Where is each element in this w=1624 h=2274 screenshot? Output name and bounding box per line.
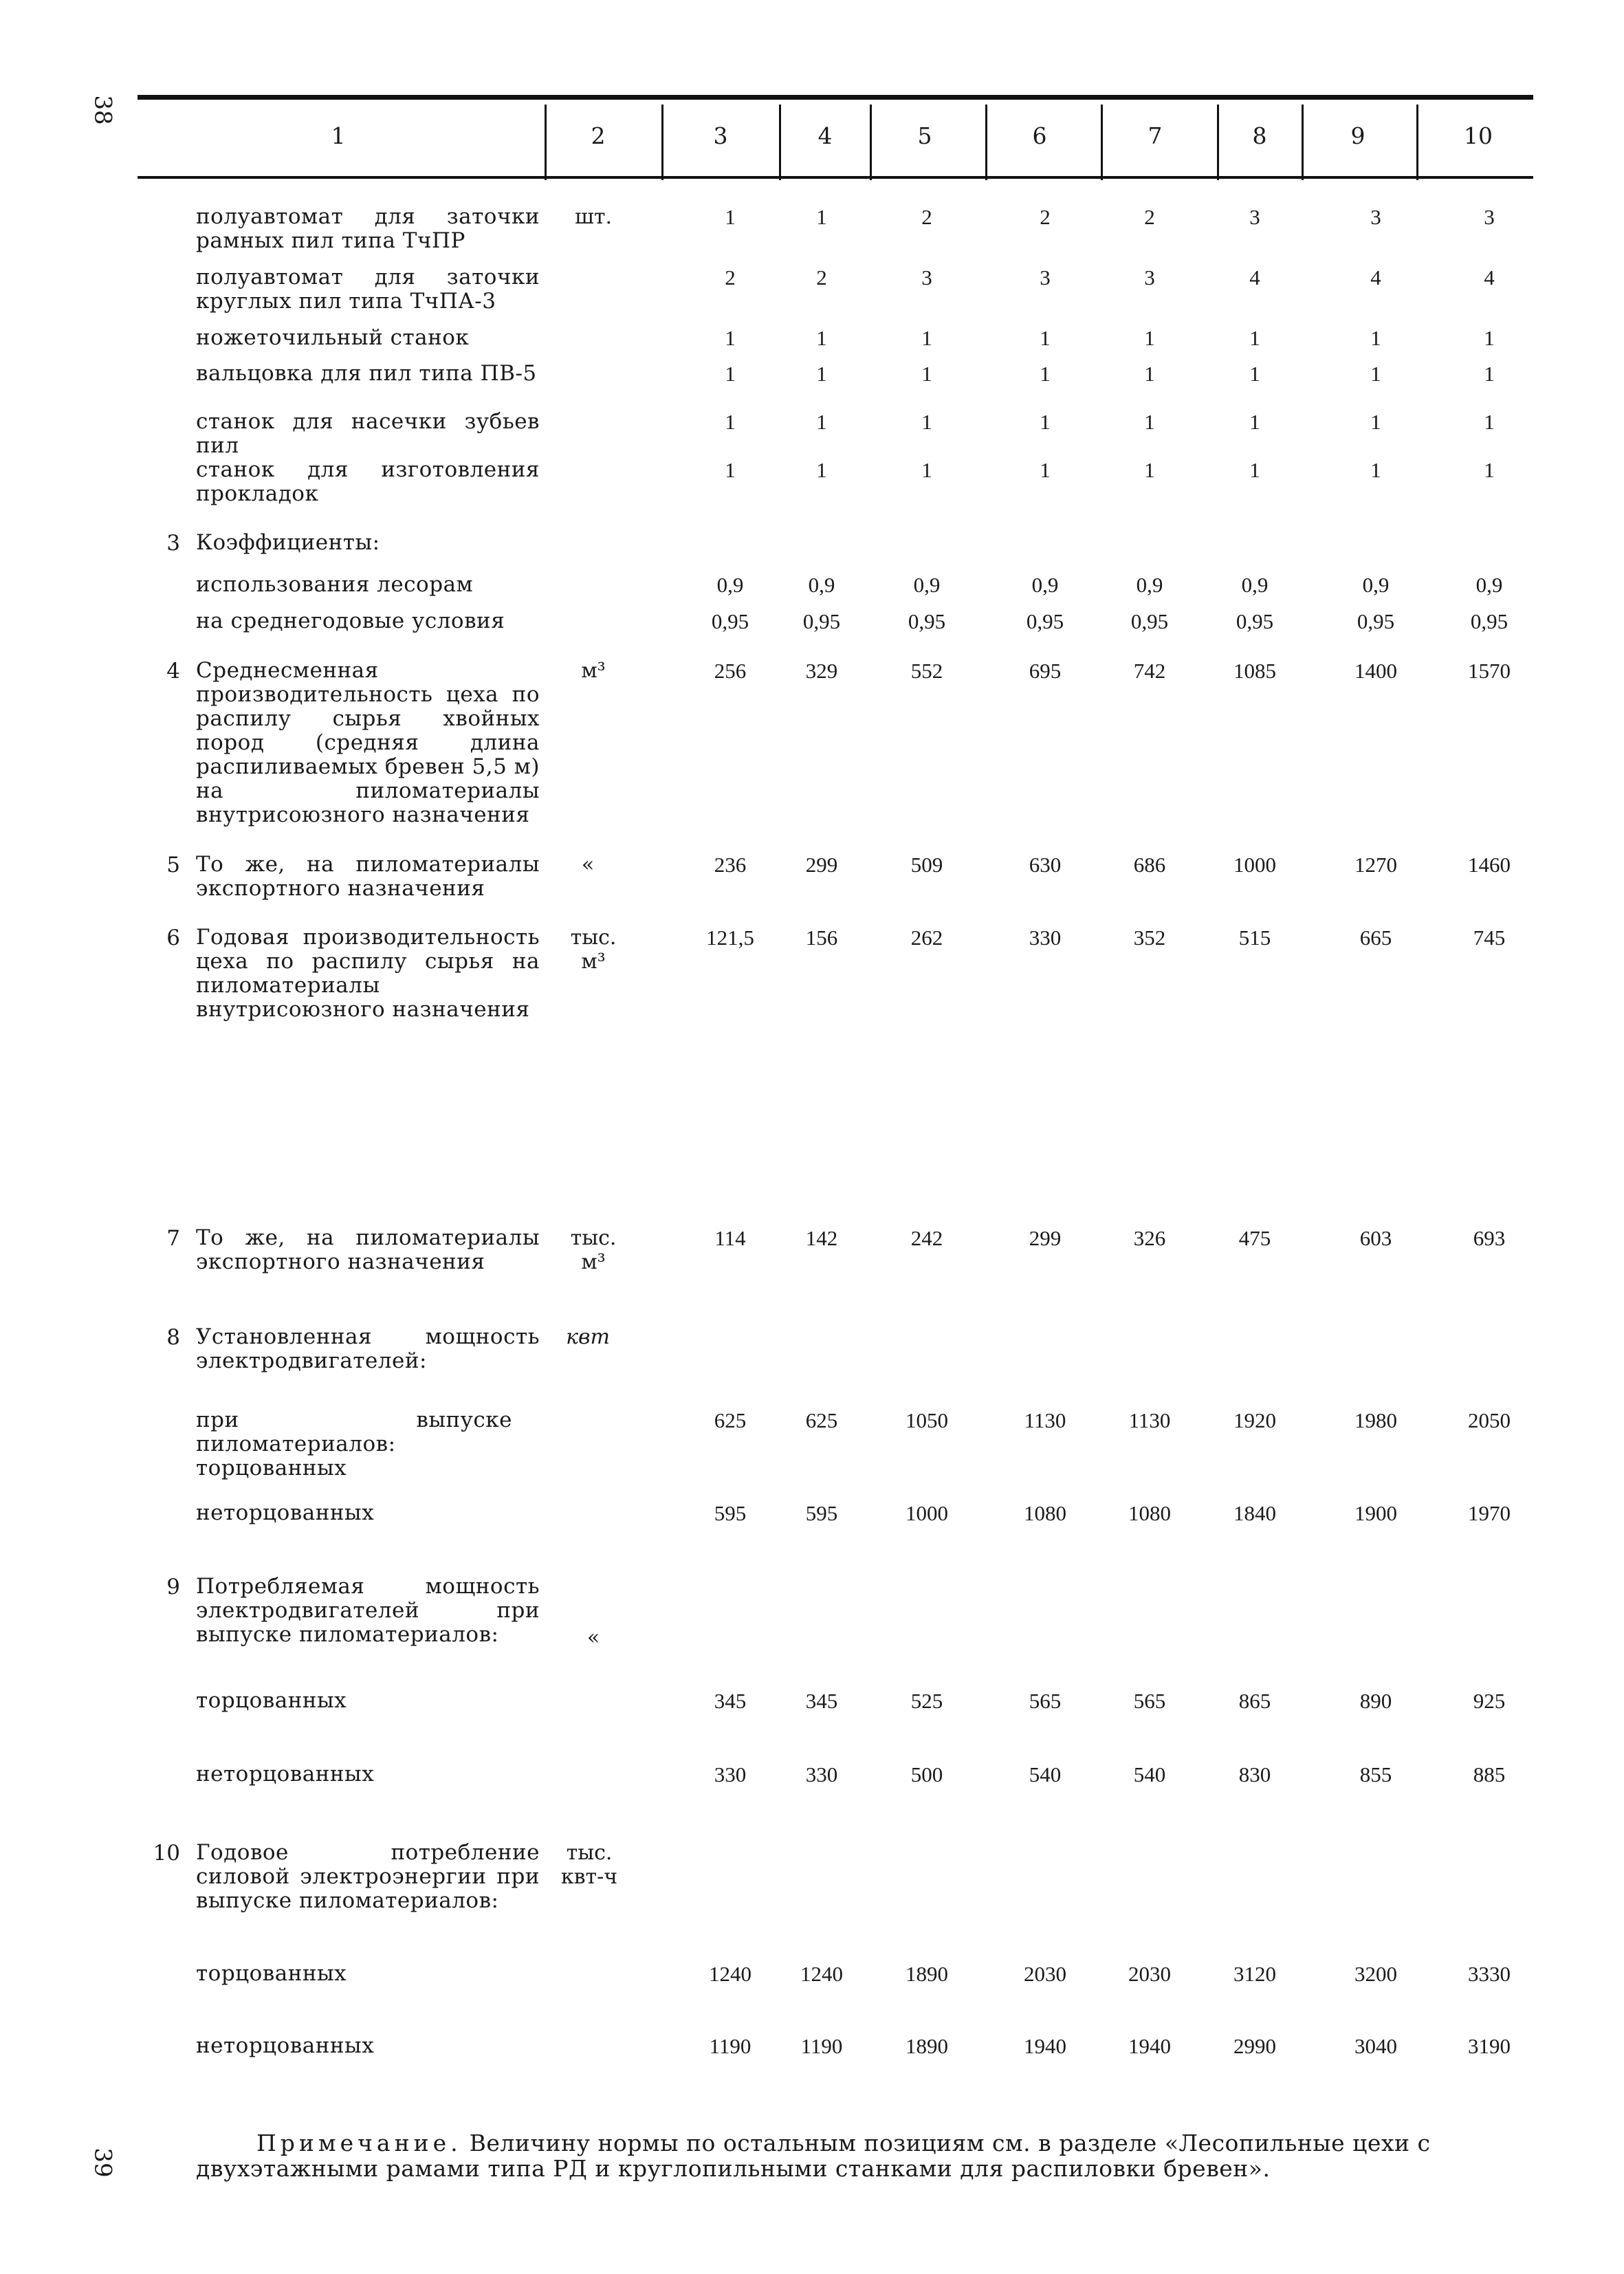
row-label: торцованных [196, 1688, 347, 1713]
table-cell: 352 [1133, 926, 1166, 950]
table-cell: 1 [1249, 326, 1260, 350]
row-number: 6 [166, 926, 180, 950]
table-cell: 1 [1249, 362, 1260, 386]
row-label: станок для изготовления прокладок [196, 457, 540, 506]
table-cell: 0,9 [913, 573, 941, 597]
column-header-4: 4 [818, 122, 833, 149]
table-cell: 1 [816, 362, 827, 386]
table-cell: 565 [1029, 1689, 1062, 1713]
table-cell: 0,9 [1031, 573, 1059, 597]
table-cell: 686 [1133, 853, 1166, 877]
table-cell: 855 [1359, 1762, 1392, 1786]
table-cell: 1 [921, 326, 932, 350]
table-cell: 1940 [1128, 2034, 1171, 2058]
row-label: Установленная мощность электродвигателей: [196, 1324, 540, 1373]
row-number: 3 [166, 531, 180, 556]
row-label: полуавтомат для заточки круглых пил типа ТчПА-3 [196, 265, 540, 314]
table-cell: 515 [1238, 926, 1271, 950]
table-cell: 1270 [1354, 853, 1397, 877]
table-cell: 890 [1359, 1689, 1392, 1713]
table-top-rule [138, 95, 1533, 100]
column-header-5: 5 [917, 122, 932, 149]
table-cell: 0,9 [1241, 573, 1269, 597]
table-cell: 1240 [800, 1962, 843, 1986]
table-cell: 1190 [709, 2034, 751, 2058]
table-cell: 595 [805, 1501, 838, 1525]
row-unit: шт. [574, 205, 613, 229]
table-cell: 865 [1238, 1689, 1271, 1713]
table-cell: 1000 [906, 1501, 948, 1525]
table-cell: 1080 [1024, 1501, 1066, 1525]
table-cell: 114 [714, 1226, 746, 1250]
table-cell: 2 [1040, 205, 1051, 229]
table-cell: 540 [1029, 1762, 1062, 1786]
row-label: торцованных [196, 1961, 347, 1986]
header-separator [779, 105, 781, 180]
table-cell: 1 [1249, 410, 1260, 434]
table-cell: 1 [725, 410, 736, 434]
table-cell: 885 [1473, 1762, 1506, 1786]
table-cell: 345 [714, 1689, 747, 1713]
table-cell: 1 [725, 326, 736, 350]
row-number: 7 [166, 1226, 180, 1251]
table-cell: 1 [1144, 326, 1155, 350]
page-number-bottom: 39 [89, 2147, 117, 2178]
column-header-6: 6 [1032, 122, 1047, 149]
table-cell: 2 [921, 205, 932, 229]
table-cell: 1890 [906, 1962, 948, 1986]
table-header-rule [138, 176, 1533, 179]
table-cell: 242 [910, 1226, 943, 1250]
table-cell: 0,95 [1357, 609, 1395, 633]
table-cell: 0,9 [808, 573, 835, 597]
table-cell: 3200 [1354, 1962, 1397, 1986]
table-cell: 0,95 [1130, 609, 1169, 633]
table-cell: 1 [1249, 458, 1260, 482]
table-cell: 1 [921, 362, 932, 386]
table-cell: 0,9 [716, 573, 744, 597]
table-cell: 1000 [1233, 853, 1276, 877]
footnote [196, 2130, 1544, 2181]
table-cell: 1890 [906, 2034, 948, 2058]
row-unit: квт [566, 1325, 610, 1349]
page-number-top: 38 [89, 95, 117, 125]
table-cell: 1 [1370, 362, 1381, 386]
row-label: Годовая производительность цеха по распилу сырья на пиломатериалы внутрисоюзного назначения [196, 925, 540, 1022]
table-cell: 0,95 [908, 609, 946, 633]
table-cell: 742 [1133, 659, 1166, 683]
table-cell: 299 [805, 853, 838, 877]
table-cell: 0,95 [802, 609, 841, 633]
table-cell: 2030 [1024, 1962, 1066, 1986]
table-cell: 256 [714, 659, 747, 683]
table-cell: 1 [1144, 458, 1155, 482]
row-label: Коэффициенты: [196, 530, 380, 555]
table-cell: 1 [1040, 410, 1051, 434]
row-number: 4 [166, 659, 180, 684]
table-cell: 1 [921, 410, 932, 434]
header-separator [545, 105, 547, 180]
table-cell: 1085 [1233, 659, 1276, 683]
table-cell: 1 [816, 205, 827, 229]
row-label: при выпуске пиломатериалов: торцованных [196, 1408, 512, 1480]
table-cell: 1400 [1354, 659, 1397, 683]
table-cell: 0,9 [1475, 573, 1503, 597]
row-label: неторцованных [196, 1500, 375, 1525]
table-cell: 565 [1133, 1689, 1166, 1713]
table-cell: 326 [1133, 1226, 1166, 1250]
table-cell: 1 [1484, 458, 1495, 482]
row-label: неторцованных [196, 2033, 375, 2058]
column-header-2: 2 [591, 122, 606, 149]
header-separator [1217, 105, 1219, 180]
table-cell: 1240 [709, 1962, 751, 1986]
table-cell: 3 [1249, 205, 1260, 229]
table-cell: 330 [714, 1762, 747, 1786]
table-cell: 475 [1238, 1226, 1271, 1250]
table-cell: 4 [1484, 265, 1495, 289]
row-unit: м³ [581, 659, 606, 683]
row-number: 8 [166, 1325, 180, 1350]
column-header-10: 10 [1464, 122, 1493, 149]
header-separator [870, 105, 872, 180]
table-cell: 1 [921, 458, 932, 482]
table-cell: 540 [1133, 1762, 1166, 1786]
table-cell: 1 [1040, 362, 1051, 386]
table-cell: 625 [714, 1408, 747, 1432]
row-label: То же, на пиломатериалы экспортного назначения [196, 1225, 540, 1274]
row-label: полуавтомат для заточки рамных пил типа ТчПР [196, 204, 540, 253]
table-cell: 1 [816, 410, 827, 434]
table-cell: 1570 [1468, 659, 1511, 683]
table-cell: 1190 [800, 2034, 843, 2058]
table-cell: 330 [1029, 926, 1062, 950]
table-cell: 0,9 [1136, 573, 1163, 597]
table-cell: 2 [725, 265, 736, 289]
table-cell: 1 [1370, 326, 1381, 350]
table-cell: 603 [1359, 1226, 1392, 1250]
table-cell: 1130 [1024, 1408, 1066, 1432]
table-cell: 665 [1359, 926, 1392, 950]
row-label: Годовое потребление силовой электроэнергии при выпуске пиломатериалов: [196, 1840, 540, 1913]
table-cell: 830 [1238, 1762, 1271, 1786]
table-cell: 4 [1370, 265, 1381, 289]
table-cell: 500 [910, 1762, 943, 1786]
table-cell: 509 [910, 853, 943, 877]
header-separator [1302, 105, 1304, 180]
table-cell: 1900 [1354, 1501, 1397, 1525]
row-label: на среднегодовые условия [196, 609, 505, 633]
row-label: Среднесменная производительность цеха по распилу сырья хвойных пород (средняя длина распиливаемых бревен 5,5 м) на пиломатериалы внутрисоюзного назначения [196, 658, 540, 827]
table-cell: 1 [725, 458, 736, 482]
table-cell: 693 [1473, 1226, 1506, 1250]
table-cell: 1 [1040, 458, 1051, 482]
table-cell: 2 [816, 265, 827, 289]
table-cell: 236 [714, 853, 747, 877]
table-cell: 3330 [1468, 1962, 1511, 1986]
table-cell: 1840 [1233, 1501, 1276, 1525]
table-cell: 1080 [1128, 1501, 1171, 1525]
table-cell: 121,5 [706, 926, 754, 950]
table-cell: 262 [910, 926, 943, 950]
table-cell: 1 [725, 362, 736, 386]
table-cell: 3190 [1468, 2034, 1511, 2058]
table-cell: 3 [1040, 265, 1051, 289]
header-separator [661, 105, 663, 180]
table-cell: 1 [1370, 458, 1381, 482]
table-cell: 4 [1249, 265, 1260, 289]
row-number: 5 [166, 853, 180, 877]
table-cell: 1130 [1128, 1408, 1171, 1432]
table-cell: 925 [1473, 1689, 1506, 1713]
table-cell: 1 [1370, 410, 1381, 434]
table-cell: 2990 [1233, 2034, 1276, 2058]
table-cell: 3120 [1233, 1962, 1276, 1986]
table-cell: 1 [1484, 410, 1495, 434]
table-cell: 0,95 [1236, 609, 1274, 633]
table-cell: 0,95 [1026, 609, 1064, 633]
header-separator [1101, 105, 1103, 180]
column-header-1: 1 [331, 122, 346, 149]
table-cell: 1 [1484, 326, 1495, 350]
table-cell: 1 [816, 326, 827, 350]
table-cell: 2050 [1468, 1408, 1511, 1432]
table-cell: 3 [1484, 205, 1495, 229]
table-cell: 299 [1029, 1226, 1062, 1250]
table-cell: 1980 [1354, 1408, 1397, 1432]
row-number: 9 [166, 1575, 180, 1599]
row-label: станок для насечки зубьев пил [196, 409, 540, 458]
row-unit: тыс. м³ [570, 1226, 617, 1274]
table-cell: 525 [910, 1689, 943, 1713]
table-cell: 156 [805, 926, 838, 950]
table-cell: 0,9 [1362, 573, 1390, 597]
row-unit: « [581, 853, 595, 877]
row-label: использования лесорам [196, 572, 474, 597]
row-number: 10 [153, 1841, 180, 1866]
table-cell: 1 [1484, 362, 1495, 386]
column-header-3: 3 [713, 122, 728, 149]
column-header-9: 9 [1350, 122, 1365, 149]
table-cell: 1 [1144, 410, 1155, 434]
row-label: То же, на пиломатериалы экспортного назначения [196, 852, 540, 901]
table-cell: 1 [725, 205, 736, 229]
row-unit: тыс. м³ [570, 926, 617, 974]
table-cell: 630 [1029, 853, 1062, 877]
table-cell: 595 [714, 1501, 747, 1525]
header-separator [1416, 105, 1418, 180]
row-label: Потребляемая мощность электродвигателей при выпуске пиломатериалов: [196, 1574, 540, 1647]
table-cell: 1 [1040, 326, 1051, 350]
table-cell: 345 [805, 1689, 838, 1713]
table-cell: 1050 [906, 1408, 948, 1432]
table-cell: 3 [921, 265, 932, 289]
column-header-8: 8 [1252, 122, 1267, 149]
row-label: вальцовка для пил типа ПВ-5 [196, 361, 537, 386]
table-cell: 329 [805, 659, 838, 683]
table-cell: 695 [1029, 659, 1062, 683]
table-cell: 2030 [1128, 1962, 1171, 1986]
row-label: ножеточильный станок [196, 325, 470, 350]
table-cell: 1 [816, 458, 827, 482]
table-cell: 330 [805, 1762, 838, 1786]
table-cell: 1920 [1233, 1408, 1276, 1432]
row-unit: « [586, 1626, 600, 1650]
table-cell: 0,95 [1470, 609, 1508, 633]
table-cell: 3 [1370, 205, 1381, 229]
row-label: неторцованных [196, 1762, 375, 1786]
table-cell: 625 [805, 1408, 838, 1432]
table-cell: 1940 [1024, 2034, 1066, 2058]
table-cell: 552 [910, 659, 943, 683]
footnote-title: Примечание. [256, 2130, 462, 2156]
table-cell: 1970 [1468, 1501, 1511, 1525]
header-separator [985, 105, 987, 180]
footnote-text: Величину нормы по остальным позициям см. в разделе «Лесопильные цехи с двухэтажными рамами типа РД и круглопильными станками для распиловки бревен». [196, 2130, 1431, 2182]
column-header-7: 7 [1148, 122, 1163, 149]
row-unit: тыс. квт-ч [560, 1841, 618, 1889]
table-cell: 1460 [1468, 853, 1511, 877]
table-cell: 3 [1144, 265, 1155, 289]
table-cell: 745 [1473, 926, 1506, 950]
table-cell: 3040 [1354, 2034, 1397, 2058]
table-cell: 2 [1144, 205, 1155, 229]
table-cell: 1 [1144, 362, 1155, 386]
table-cell: 0,95 [711, 609, 749, 633]
table-cell: 142 [805, 1226, 838, 1250]
